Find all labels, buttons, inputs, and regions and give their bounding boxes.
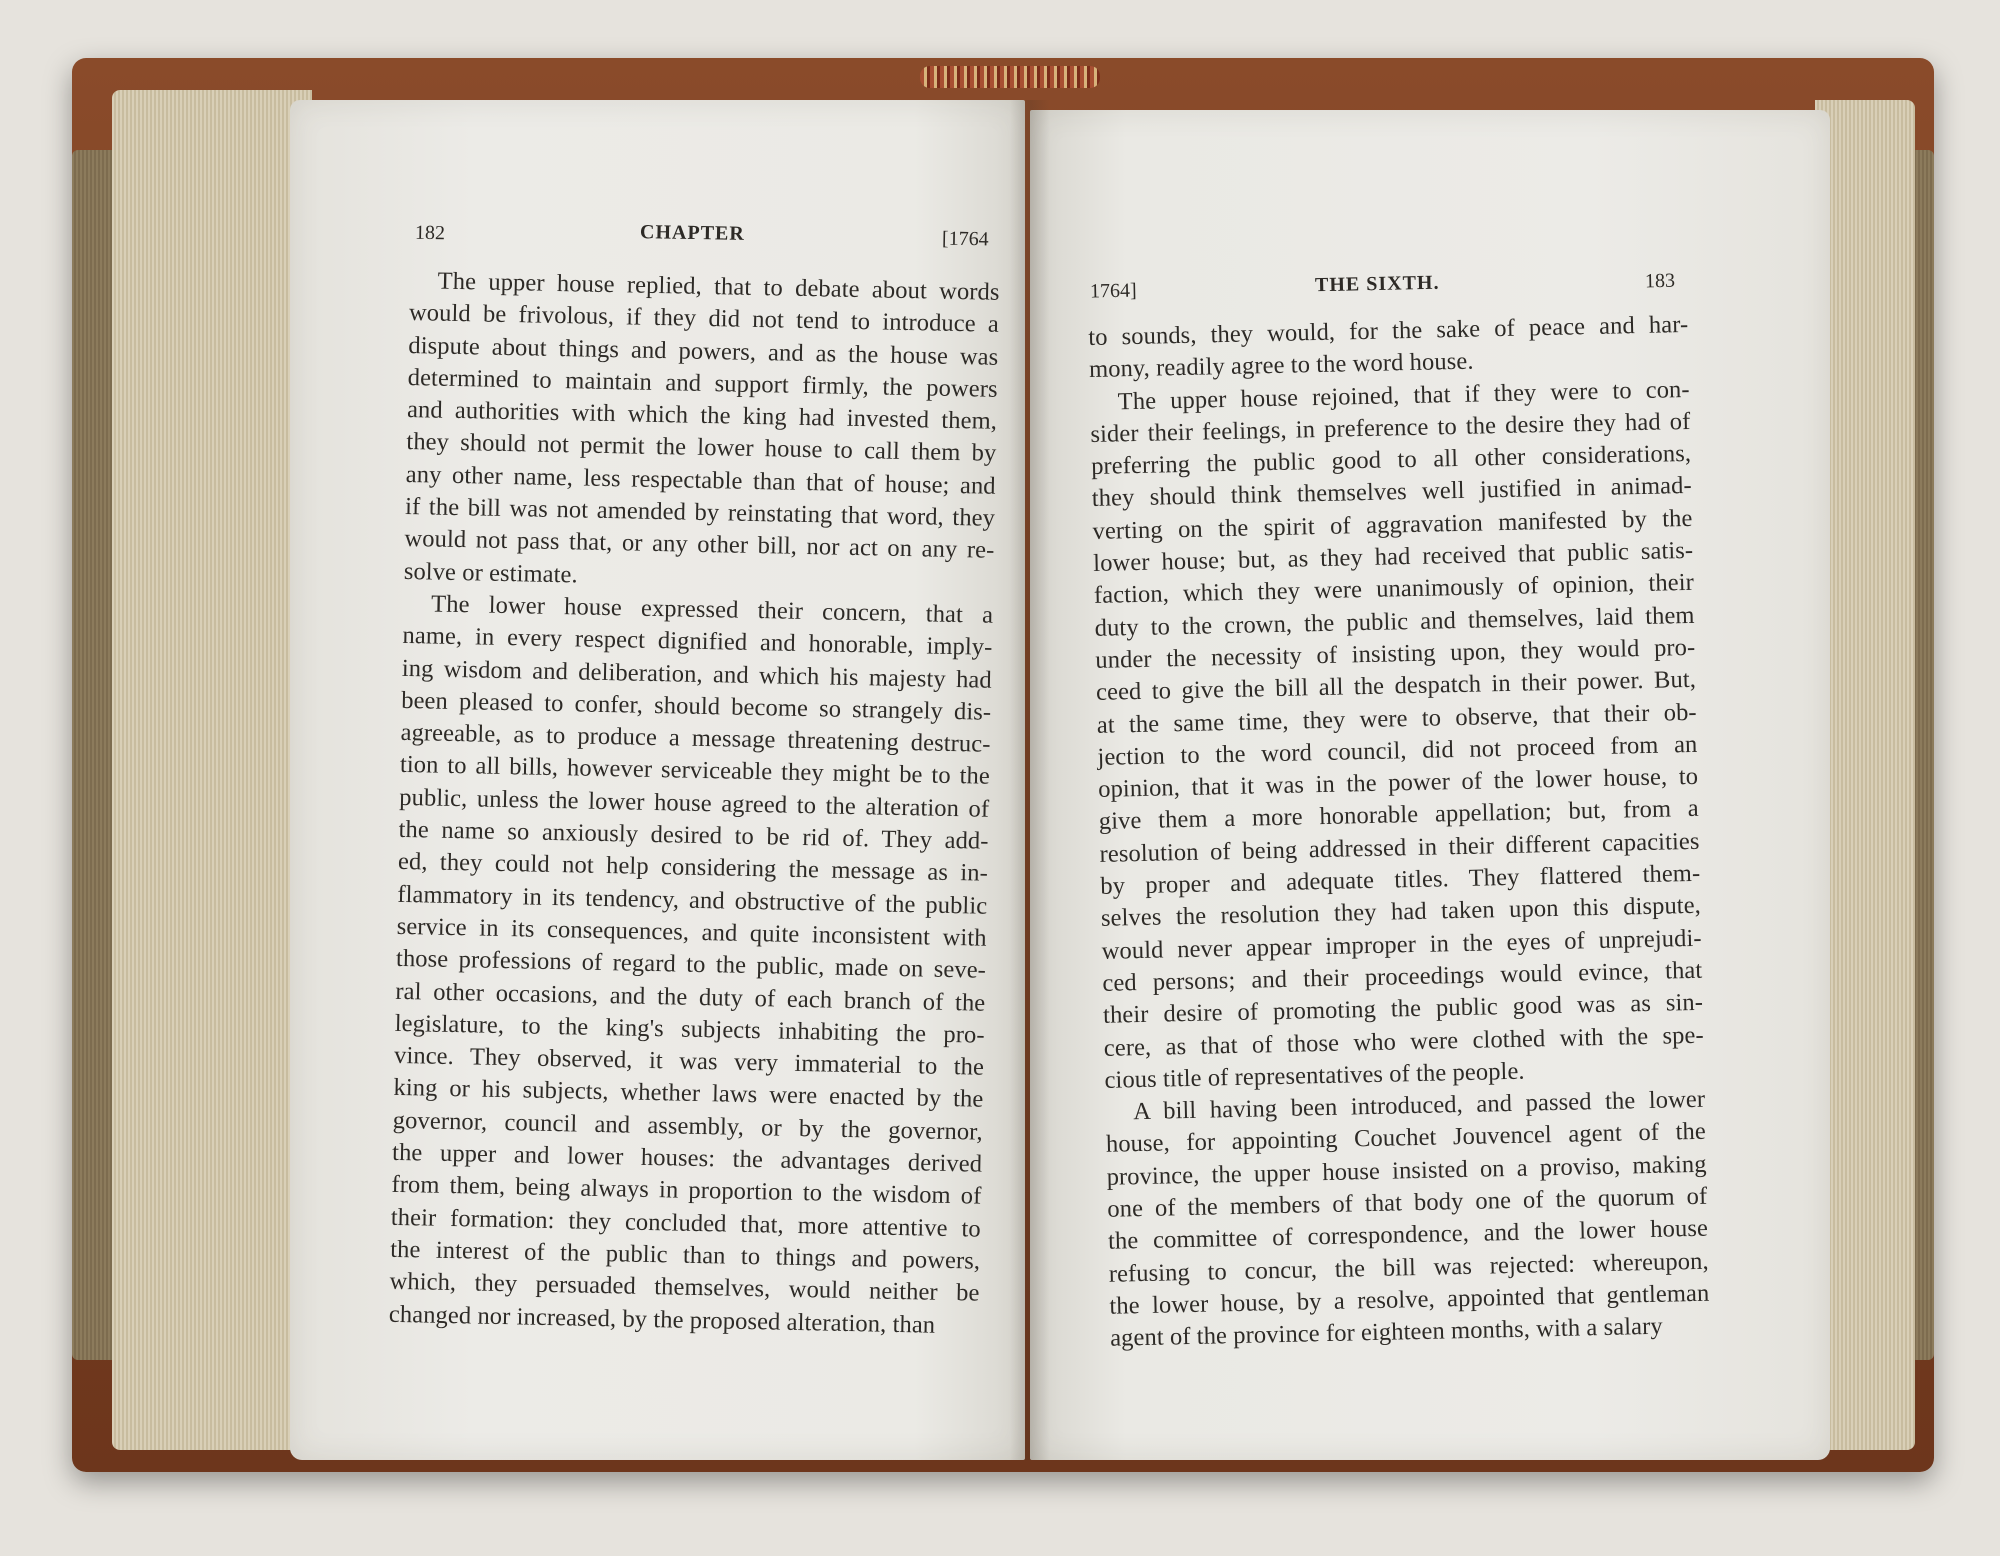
text-line: to sounds, they would, for the sake of peace and har- bbox=[1088, 310, 1689, 351]
text-line: sider their feelings, in preference to the desire they had of bbox=[1090, 407, 1691, 448]
text-line: would be frivolous, if they did not tend to introduce a bbox=[408, 299, 1000, 339]
text-line: opinion, that it was in the power of the lower house, to bbox=[1097, 762, 1699, 804]
text-line: The lower house expressed their concern, that a bbox=[430, 590, 994, 629]
text-line: legislature, to the king's subjects inhabiting the pro- bbox=[394, 1009, 985, 1049]
text-line: ed, they could not help considering the message as in- bbox=[397, 848, 989, 888]
text-line: from them, being always in proportion to the wisdom of bbox=[391, 1171, 982, 1210]
text-line: give them a more honorable appellation; but, from a bbox=[1098, 795, 1700, 836]
right-year-marker: 1764] bbox=[1089, 279, 1137, 303]
text-line: selves the resolution they had taken upon this dispute, bbox=[1100, 892, 1702, 933]
text-line: their formation: they concluded that, more attentive to bbox=[390, 1203, 982, 1243]
text-line: verting on the spirit of aggravation manifested by the bbox=[1092, 504, 1693, 545]
page-edges-right bbox=[1815, 100, 1915, 1450]
right-running-title: THE SIXTH. bbox=[1314, 271, 1440, 297]
text-line: by proper and adequate titles. They flattered them- bbox=[1100, 859, 1701, 900]
text-line: changed nor increased, by the proposed alteration, than bbox=[388, 1300, 936, 1339]
text-line: agent of the province for eighteen months, with a salary bbox=[1109, 1312, 1663, 1352]
text-line: cious title of representatives of the people. bbox=[1104, 1057, 1525, 1094]
text-line: the lower house, by a resolve, appointed that gentleman bbox=[1109, 1279, 1710, 1320]
text-line: mony, readily agree to the word house. bbox=[1088, 347, 1474, 384]
right-page-number: 183 bbox=[1644, 269, 1676, 293]
text-line: would never appear improper in the eyes of unprejudi- bbox=[1101, 924, 1702, 965]
text-line: determined to maintain and support firmly, the powers bbox=[407, 363, 998, 403]
text-line: at the same time, they were to observe, that their ob- bbox=[1096, 698, 1697, 739]
text-line: governor, council and assembly, or by the governor, bbox=[392, 1106, 983, 1146]
text-line: preferring the public good to all other considerations, bbox=[1090, 440, 1692, 481]
left-page-number: 182 bbox=[414, 221, 446, 245]
text-line: which, they persuaded themselves, would neither be bbox=[389, 1268, 980, 1307]
text-line: vince. They observed, it was very immaterial to the bbox=[393, 1041, 985, 1081]
text-line: and authorities with which the king had invested them, bbox=[406, 396, 998, 435]
text-line: the committee of correspondence, and the lower house bbox=[1107, 1215, 1709, 1256]
text-line: jection to the word council, did not proceed from an bbox=[1097, 730, 1698, 771]
headband bbox=[920, 66, 1100, 88]
text-line: The upper house replied, that to debate about words bbox=[437, 267, 1000, 306]
text-line: service in its consequences, and quite inconsistent with bbox=[396, 912, 987, 952]
text-line: lower house; but, as they had received that public satis- bbox=[1092, 536, 1694, 578]
book-gutter bbox=[1010, 100, 1050, 1460]
text-line: faction, which they were unanimously of opinion, their bbox=[1093, 569, 1695, 610]
text-line: been pleased to confer, should become so strangely dis- bbox=[400, 686, 992, 726]
text-line: tion to all bills, however serviceable they might be to the bbox=[399, 751, 991, 791]
text-line: they should not permit the lower house to call them by bbox=[406, 428, 997, 468]
right-page-text bbox=[1088, 309, 1710, 1355]
left-year-marker: [1764 bbox=[941, 227, 989, 251]
text-line: those professions of regard to the public, made on seve- bbox=[395, 945, 987, 984]
text-line: they should think themselves well justified in animad- bbox=[1091, 472, 1693, 513]
text-line: cere, as that of those who were clothed with the spe- bbox=[1103, 1021, 1704, 1062]
left-running-title: CHAPTER bbox=[639, 221, 745, 245]
text-line: resolution of being addressed in their different capacities bbox=[1099, 827, 1700, 868]
text-line: duty to the crown, the public and themselves, laid them bbox=[1094, 601, 1695, 642]
text-line: the name so anxiously desired to be rid of. They add- bbox=[398, 815, 989, 855]
text-line: province, the upper house insisted on a proviso, making bbox=[1106, 1150, 1707, 1191]
text-line: the interest of the public than to things and powers, bbox=[389, 1235, 981, 1275]
text-line: any other name, less respectable than that of house; and bbox=[405, 460, 996, 500]
text-line: refusing to concur, the bill was rejected: whereupon, bbox=[1108, 1247, 1709, 1288]
text-line: if the bill was not amended by reinstating that word, they bbox=[404, 493, 996, 532]
text-line: would not pass that, or any other bill, nor act on any re- bbox=[404, 525, 995, 565]
text-line: name, in every respect dignified and honorable, imply- bbox=[402, 622, 993, 662]
text-line: agreeable, as to produce a message threatening destruc- bbox=[400, 719, 991, 758]
text-line: their desire of promoting the public good was as sin- bbox=[1102, 988, 1704, 1030]
text-line: house, for appointing Couchet Jouvencel agent of the bbox=[1105, 1118, 1707, 1159]
left-page-text bbox=[389, 265, 1000, 1342]
text-line: under the necessity of insisting upon, they would pro- bbox=[1095, 633, 1696, 674]
text-line: ceed to give the bill all the despatch in their power. But, bbox=[1095, 666, 1697, 707]
text-line: public, unless the lower house agreed to the alteration of bbox=[399, 783, 990, 823]
text-line: dispute about things and powers, and as the house was bbox=[408, 331, 999, 371]
text-line: ral other occasions, and the duty of each branch of the bbox=[395, 977, 986, 1017]
text-line: The upper house rejoined, that if they were to con- bbox=[1117, 375, 1690, 415]
text-line: flammatory in its tendency, and obstructive of the public bbox=[397, 880, 988, 920]
text-line: solve or estimate. bbox=[403, 557, 579, 589]
text-line: ced persons; and their proceedings would evince, that bbox=[1102, 956, 1703, 997]
text-line: A bill having been introduced, and passed the lower bbox=[1132, 1085, 1706, 1126]
text-line: the upper and lower houses: the advantages derived bbox=[391, 1138, 983, 1178]
text-line: king or his subjects, whether laws were enacted by the bbox=[393, 1074, 984, 1114]
page-edges-left bbox=[112, 90, 312, 1450]
text-line: one of the members of that body one of the quorum of bbox=[1107, 1182, 1708, 1223]
text-line: ing wisdom and deliberation, and which his majesty had bbox=[401, 654, 993, 694]
